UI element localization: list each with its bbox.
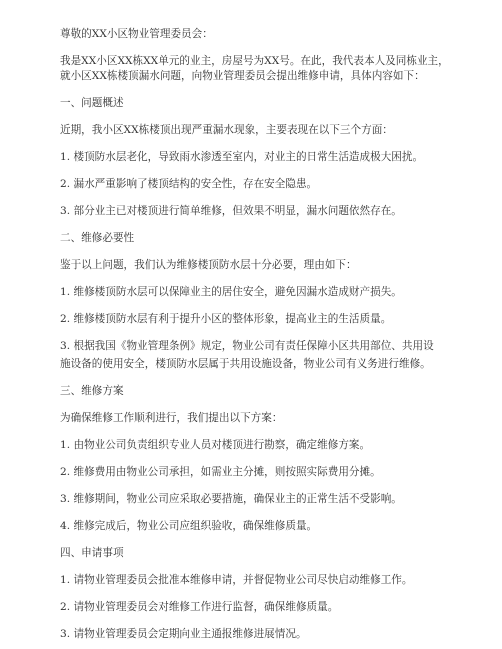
- list-item: 2. 请物业管理委员会对维修工作进行监督，确保维修质量。: [60, 601, 339, 613]
- intro-line-1: 我是XX小区XX栋XX单元的业主，房屋号为XX号。在此，我代表本人及同栋业主，: [60, 55, 449, 67]
- list-item: 3. 根据我国《物业管理条例》规定，物业公司有责任保障小区共用部位、共用设: [60, 340, 434, 352]
- list-item: 1. 请物业管理委员会批准本维修申请，并督促物业公司尽快启动维修工作。: [60, 574, 413, 586]
- list-item: 2. 维修费用由物业公司承担，如需业主分摊，则按照实际费用分摊。: [60, 466, 381, 478]
- list-item: 1. 由物业公司负责组织专业人员对楼顶进行勘察，确定维修方案。: [60, 439, 371, 451]
- letter-page: [60, 27, 450, 642]
- list-item: 3. 维修期间，物业公司应采取必要措施，确保业主的正常生活不受影响。: [60, 493, 402, 505]
- list-item: 1. 楼顶防水层老化，导致雨水渗透至室内，对业主的日常生活造成极大困扰。: [60, 151, 424, 163]
- list-item: 1. 维修楼顶防水层可以保障业主的居住安全，避免因漏水造成财产损失。: [60, 286, 402, 298]
- section-lead-problem: 近期，我小区XX栋楼顶出现严重漏水现象，主要表现在以下三个方面：: [60, 124, 393, 136]
- intro-line-2: 就小区XX栋楼顶漏水问题，向物业管理委员会提出维修申请，具体内容如下：: [60, 70, 425, 82]
- section-heading-plan: 三、维修方案: [60, 385, 124, 397]
- section-heading-problem: 一、问题概述: [60, 97, 124, 109]
- section-heading-necessity: 二、维修必要性: [60, 232, 135, 244]
- list-item: 2. 漏水严重影响了楼顶结构的安全性，存在安全隐患。: [60, 178, 318, 190]
- list-item-continuation: 施设备的使用安全，楼顶防水层属于共用设施设备，物业公司有义务进行维修。: [60, 358, 431, 370]
- section-lead-necessity: 鉴于以上问题，我们认为维修楼顶防水层十分必要，理由如下：: [60, 259, 357, 271]
- list-item: 3. 部分业主已对楼顶进行简单维修，但效果不明显，漏水问题依然存在。: [60, 205, 402, 217]
- list-item: 3. 请物业管理委员会定期向业主通报维修进展情况。: [60, 628, 307, 640]
- section-lead-plan: 为确保维修工作顺利进行，我们提出以下方案：: [60, 412, 283, 424]
- salutation: 尊敬的XX小区物业管理委员会：: [60, 28, 213, 40]
- list-item: 4. 维修完成后，物业公司应组织验收，确保维修质量。: [60, 520, 318, 532]
- list-item: 2. 维修楼顶防水层有利于提升小区的整体形象，提高业主的生活质量。: [60, 313, 392, 325]
- section-heading-requests: 四、申请事项: [60, 547, 124, 559]
